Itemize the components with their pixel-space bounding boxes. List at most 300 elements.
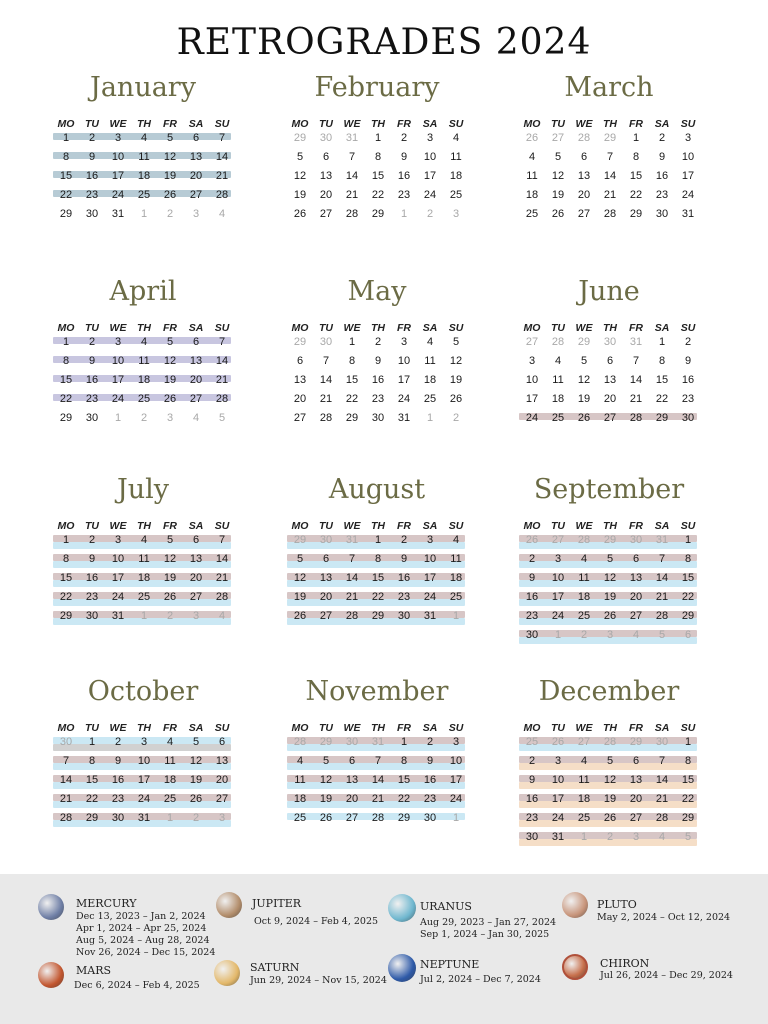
day-cell: 25 xyxy=(551,412,565,424)
weekday-label: FR xyxy=(163,520,177,532)
weekday-label: SA xyxy=(654,722,670,734)
legend-date: Jun 29, 2024 – Nov 15, 2024 xyxy=(250,975,387,986)
day-cell: 2 xyxy=(528,553,536,565)
day-cell: 27 xyxy=(345,812,359,824)
weekday-header xyxy=(287,722,467,734)
day-cell: 31 xyxy=(655,534,669,546)
day-cell: 11 xyxy=(164,755,176,767)
mercury-icon xyxy=(38,894,64,920)
day-cell: 6 xyxy=(192,336,200,348)
month-february xyxy=(287,72,467,242)
day-cell: 14 xyxy=(629,374,643,386)
day-cell: 30 xyxy=(423,812,437,824)
weekday-label: TU xyxy=(319,322,333,334)
day-cell: 15 xyxy=(59,572,73,584)
day-cell: 2 xyxy=(580,629,588,641)
month-name: July xyxy=(116,474,170,505)
day-cell: 17 xyxy=(551,793,565,805)
day-cell: 23 xyxy=(397,189,411,201)
day-cell: 3 xyxy=(452,736,460,748)
page-title: RETROGRADES 2024 xyxy=(176,22,592,63)
legend-date: Oct 9, 2024 – Feb 4, 2025 xyxy=(254,916,379,927)
weekday-label: TU xyxy=(85,322,99,334)
day-cell: 2 xyxy=(166,610,174,622)
neptune-icon xyxy=(388,954,416,982)
day-cells xyxy=(519,336,699,466)
weekday-label: SA xyxy=(422,520,438,532)
day-cell: 2 xyxy=(400,132,408,144)
weekday-label: SA xyxy=(654,118,670,130)
legend-date: Dec 6, 2024 – Feb 4, 2025 xyxy=(74,980,200,991)
day-cell: 30 xyxy=(111,812,125,824)
day-cell: 2 xyxy=(658,132,666,144)
legend-date: Dec 13, 2023 – Jan 2, 2024 xyxy=(76,911,206,922)
day-cell: 30 xyxy=(319,132,333,144)
day-cell: 17 xyxy=(137,774,151,786)
day-cell: 10 xyxy=(551,774,565,786)
weekday-label: SU xyxy=(680,722,696,734)
day-cell: 25 xyxy=(163,793,177,805)
day-cell: 6 xyxy=(606,355,614,367)
day-cell: 11 xyxy=(526,170,538,182)
day-cell: 4 xyxy=(554,355,562,367)
weekday-header xyxy=(519,322,699,334)
day-cell: 13 xyxy=(189,151,203,163)
day-cell: 2 xyxy=(426,736,434,748)
day-cell: 28 xyxy=(293,736,307,748)
legend xyxy=(0,874,768,1024)
month-name: October xyxy=(87,676,199,707)
day-cell: 29 xyxy=(59,208,73,220)
day-cell: 10 xyxy=(137,755,151,767)
day-cell: 20 xyxy=(189,572,203,584)
day-cell: 29 xyxy=(85,812,99,824)
day-cell: 1 xyxy=(400,208,408,220)
day-cell: 8 xyxy=(400,755,408,767)
day-cell: 29 xyxy=(681,812,695,824)
weekday-label: FR xyxy=(163,722,177,734)
day-cell: 23 xyxy=(371,393,385,405)
day-cell: 30 xyxy=(85,208,99,220)
day-cell: 5 xyxy=(166,534,174,546)
legend-name: SATURN xyxy=(250,961,300,974)
day-cell: 6 xyxy=(632,755,640,767)
day-cell: 3 xyxy=(684,132,692,144)
month-name: August xyxy=(328,474,426,505)
day-cell: 24 xyxy=(449,793,463,805)
day-cell: 1 xyxy=(684,736,692,748)
day-cell: 1 xyxy=(658,336,666,348)
day-cell: 31 xyxy=(629,336,643,348)
day-cell: 3 xyxy=(140,736,148,748)
day-cell: 10 xyxy=(525,374,539,386)
day-cell: 14 xyxy=(215,355,229,367)
day-cell: 29 xyxy=(371,208,385,220)
weekday-label: TH xyxy=(603,722,617,734)
month-name: February xyxy=(314,72,440,103)
day-cell: 3 xyxy=(606,629,614,641)
day-cell: 17 xyxy=(525,393,539,405)
weekday-label: MO xyxy=(57,722,75,734)
weekday-label: FR xyxy=(397,520,411,532)
day-cell: 13 xyxy=(629,774,643,786)
day-cell: 19 xyxy=(293,189,307,201)
weekday-label: TU xyxy=(319,118,333,130)
day-cells xyxy=(53,336,233,466)
day-cell: 14 xyxy=(655,774,669,786)
legend-date: Sep 1, 2024 – Jan 30, 2025 xyxy=(420,929,550,940)
day-cell: 26 xyxy=(163,591,177,603)
weekday-label: TU xyxy=(551,322,565,334)
weekday-label: TH xyxy=(137,520,151,532)
day-cell: 11 xyxy=(294,774,306,786)
weekday-header xyxy=(287,322,467,334)
weekday-label: FR xyxy=(163,118,177,130)
day-cell: 30 xyxy=(655,208,669,220)
day-cell: 31 xyxy=(111,610,125,622)
day-cell: 2 xyxy=(140,412,148,424)
day-cell: 7 xyxy=(218,132,226,144)
day-cell: 18 xyxy=(551,393,565,405)
day-cell: 8 xyxy=(684,553,692,565)
day-cell: 3 xyxy=(114,336,122,348)
month-august xyxy=(287,474,467,644)
weekday-header xyxy=(519,722,699,734)
day-cell: 15 xyxy=(85,774,99,786)
day-cell: 21 xyxy=(59,793,73,805)
day-cell: 12 xyxy=(163,355,177,367)
weekday-label: TU xyxy=(551,722,565,734)
day-cell: 3 xyxy=(426,132,434,144)
day-cell: 29 xyxy=(293,132,307,144)
day-cell: 20 xyxy=(215,774,229,786)
day-cell: 31 xyxy=(423,610,437,622)
weekday-label: TU xyxy=(319,520,333,532)
day-cell: 4 xyxy=(218,208,226,220)
day-cell: 27 xyxy=(629,610,643,622)
day-cell: 29 xyxy=(603,132,617,144)
weekday-header xyxy=(53,722,233,734)
day-cell: 7 xyxy=(348,553,356,565)
day-cell: 14 xyxy=(603,170,617,182)
day-cell: 4 xyxy=(580,755,588,767)
day-cell: 14 xyxy=(655,572,669,584)
day-cell: 15 xyxy=(655,374,669,386)
weekday-label: SU xyxy=(680,118,696,130)
day-cell: 5 xyxy=(658,629,666,641)
weekday-label: SU xyxy=(214,520,230,532)
day-cells xyxy=(287,132,467,262)
weekday-label: WE xyxy=(109,722,127,734)
day-cell: 22 xyxy=(59,189,73,201)
day-cell: 22 xyxy=(345,393,359,405)
day-cell: 3 xyxy=(400,336,408,348)
day-cell: 1 xyxy=(374,132,382,144)
day-cell: 13 xyxy=(319,572,333,584)
day-cell: 12 xyxy=(319,774,333,786)
day-cell: 26 xyxy=(319,812,333,824)
day-cell: 4 xyxy=(528,151,536,163)
weekday-label: WE xyxy=(575,118,593,130)
day-cell: 28 xyxy=(603,736,617,748)
day-cell: 23 xyxy=(85,591,99,603)
weekday-header xyxy=(519,520,699,532)
weekday-header xyxy=(53,322,233,334)
day-cell: 4 xyxy=(632,629,640,641)
day-cell: 28 xyxy=(215,189,229,201)
day-cell: 16 xyxy=(85,374,99,386)
weekday-label: WE xyxy=(109,322,127,334)
day-cell: 11 xyxy=(424,355,436,367)
day-cell: 22 xyxy=(371,591,385,603)
day-cell: 24 xyxy=(681,189,695,201)
day-cell: 1 xyxy=(348,336,356,348)
day-cell: 9 xyxy=(88,151,96,163)
day-cell: 22 xyxy=(681,793,695,805)
day-cell: 28 xyxy=(655,610,669,622)
day-cell: 8 xyxy=(684,755,692,767)
day-cell: 22 xyxy=(85,793,99,805)
day-cell: 3 xyxy=(528,355,536,367)
day-cell: 9 xyxy=(400,151,408,163)
day-cell: 5 xyxy=(322,755,330,767)
day-cell: 13 xyxy=(345,774,359,786)
day-cell: 21 xyxy=(655,793,669,805)
day-cells xyxy=(519,534,699,664)
day-cell: 3 xyxy=(114,132,122,144)
day-cell: 3 xyxy=(218,812,226,824)
day-cell: 28 xyxy=(345,208,359,220)
day-cell: 25 xyxy=(137,591,151,603)
day-cell: 28 xyxy=(215,591,229,603)
day-cell: 1 xyxy=(166,812,174,824)
day-cell: 6 xyxy=(322,151,330,163)
day-cell: 7 xyxy=(218,336,226,348)
day-cell: 27 xyxy=(319,208,333,220)
day-cell: 23 xyxy=(423,793,437,805)
day-cell: 1 xyxy=(62,336,70,348)
day-cell: 26 xyxy=(577,412,591,424)
day-cell: 4 xyxy=(452,534,460,546)
day-cell: 4 xyxy=(192,412,200,424)
day-cell: 2 xyxy=(606,831,614,843)
legend-name: MERCURY xyxy=(76,897,137,910)
day-cell: 14 xyxy=(345,572,359,584)
day-cell: 22 xyxy=(59,393,73,405)
day-cell: 2 xyxy=(88,132,96,144)
mars-icon xyxy=(38,962,64,988)
weekday-label: TH xyxy=(371,722,385,734)
day-cell: 2 xyxy=(88,534,96,546)
day-cell: 29 xyxy=(629,208,643,220)
day-cell: 9 xyxy=(400,553,408,565)
day-cell: 27 xyxy=(215,793,229,805)
day-cell: 27 xyxy=(189,591,203,603)
day-cell: 18 xyxy=(449,572,463,584)
jupiter-icon xyxy=(216,892,242,918)
day-cells xyxy=(53,534,233,664)
day-cells xyxy=(53,132,233,262)
weekday-label: SU xyxy=(448,520,464,532)
day-cell: 4 xyxy=(218,610,226,622)
day-cell: 1 xyxy=(632,132,640,144)
weekday-label: MO xyxy=(523,520,541,532)
day-cell: 2 xyxy=(426,208,434,220)
weekday-label: SU xyxy=(214,722,230,734)
day-cell: 7 xyxy=(348,151,356,163)
day-cell: 16 xyxy=(525,793,539,805)
day-cell: 30 xyxy=(345,736,359,748)
day-cell: 1 xyxy=(140,208,148,220)
weekday-label: MO xyxy=(523,118,541,130)
day-cell: 19 xyxy=(163,572,177,584)
day-cell: 1 xyxy=(140,610,148,622)
month-december xyxy=(519,676,699,846)
day-cell: 2 xyxy=(88,336,96,348)
day-cell: 10 xyxy=(449,755,463,767)
weekday-label: MO xyxy=(523,722,541,734)
day-cell: 1 xyxy=(684,534,692,546)
weekday-label: FR xyxy=(629,322,643,334)
weekday-label: SA xyxy=(188,722,204,734)
weekday-label: TH xyxy=(137,322,151,334)
day-cell: 30 xyxy=(85,610,99,622)
day-cell: 9 xyxy=(114,755,122,767)
day-cell: 8 xyxy=(658,355,666,367)
weekday-label: MO xyxy=(57,322,75,334)
day-cell: 2 xyxy=(114,736,122,748)
weekday-label: FR xyxy=(629,118,643,130)
day-cell: 25 xyxy=(293,812,307,824)
day-cell: 31 xyxy=(371,736,385,748)
day-cell: 4 xyxy=(658,831,666,843)
weekday-label: MO xyxy=(523,322,541,334)
day-cell: 27 xyxy=(189,189,203,201)
day-cell: 12 xyxy=(603,774,617,786)
day-cell: 20 xyxy=(293,393,307,405)
day-cell: 22 xyxy=(397,793,411,805)
day-cell: 5 xyxy=(166,132,174,144)
day-cell: 1 xyxy=(554,629,562,641)
day-cell: 5 xyxy=(684,831,692,843)
day-cell: 28 xyxy=(319,412,333,424)
weekday-label: FR xyxy=(397,118,411,130)
day-cell: 26 xyxy=(603,812,617,824)
day-cell: 27 xyxy=(189,393,203,405)
day-cell: 30 xyxy=(603,336,617,348)
day-cell: 18 xyxy=(423,374,437,386)
day-cell: 2 xyxy=(166,208,174,220)
day-cell: 14 xyxy=(371,774,385,786)
day-cell: 8 xyxy=(348,355,356,367)
weekday-label: TH xyxy=(371,322,385,334)
day-cell: 10 xyxy=(423,553,437,565)
day-cell: 29 xyxy=(629,736,643,748)
day-cell: 1 xyxy=(62,132,70,144)
month-name: April xyxy=(109,276,177,307)
day-cell: 26 xyxy=(163,393,177,405)
day-cell: 6 xyxy=(684,629,692,641)
weekday-label: WE xyxy=(575,722,593,734)
day-cell: 28 xyxy=(577,534,591,546)
day-cell: 14 xyxy=(345,170,359,182)
day-cell: 5 xyxy=(580,355,588,367)
day-cell: 26 xyxy=(293,610,307,622)
day-cell: 30 xyxy=(397,610,411,622)
day-cell: 10 xyxy=(111,553,125,565)
day-cell: 18 xyxy=(577,793,591,805)
day-cell: 31 xyxy=(681,208,695,220)
day-cell: 11 xyxy=(552,374,564,386)
day-cell: 21 xyxy=(603,189,617,201)
weekday-label: TH xyxy=(137,118,151,130)
day-cell: 31 xyxy=(345,132,359,144)
day-cell: 21 xyxy=(655,591,669,603)
day-cells xyxy=(287,336,467,466)
day-cell: 8 xyxy=(88,755,96,767)
day-cell: 11 xyxy=(450,151,462,163)
month-january xyxy=(53,72,233,242)
day-cell: 23 xyxy=(525,610,539,622)
day-cell: 1 xyxy=(400,736,408,748)
legend-name: NEPTUNE xyxy=(420,958,480,971)
day-cell: 8 xyxy=(62,151,70,163)
day-cell: 24 xyxy=(423,189,437,201)
day-cell: 21 xyxy=(629,393,643,405)
weekday-label: TU xyxy=(319,722,333,734)
day-cell: 1 xyxy=(374,534,382,546)
day-cell: 10 xyxy=(423,151,437,163)
chiron-icon xyxy=(562,954,588,980)
day-cell: 11 xyxy=(138,151,150,163)
day-cell: 30 xyxy=(85,412,99,424)
day-cell: 19 xyxy=(577,393,591,405)
day-cell: 20 xyxy=(345,793,359,805)
day-cell: 27 xyxy=(293,412,307,424)
month-name: December xyxy=(538,676,680,707)
day-cell: 5 xyxy=(296,553,304,565)
day-cell: 1 xyxy=(62,534,70,546)
legend-date: Aug 29, 2023 – Jan 27, 2024 xyxy=(420,917,557,928)
month-name: May xyxy=(347,276,407,307)
day-cell: 30 xyxy=(319,336,333,348)
day-cell: 2 xyxy=(192,812,200,824)
day-cell: 9 xyxy=(426,755,434,767)
day-cell: 25 xyxy=(525,736,539,748)
day-cell: 19 xyxy=(603,591,617,603)
day-cell: 17 xyxy=(423,170,437,182)
month-name: June xyxy=(578,276,640,307)
day-cell: 1 xyxy=(88,736,96,748)
month-name: September xyxy=(533,474,685,505)
day-cell: 25 xyxy=(137,189,151,201)
weekday-label: TH xyxy=(137,722,151,734)
day-cell: 27 xyxy=(525,336,539,348)
day-cell: 28 xyxy=(371,812,385,824)
month-name: January xyxy=(90,72,196,103)
day-cell: 12 xyxy=(163,553,177,565)
day-cell: 2 xyxy=(684,336,692,348)
day-cell: 8 xyxy=(374,151,382,163)
day-cell: 28 xyxy=(629,412,643,424)
day-cell: 3 xyxy=(554,755,562,767)
day-cell: 29 xyxy=(345,412,359,424)
day-cell: 9 xyxy=(88,553,96,565)
weekday-label: TH xyxy=(371,118,385,130)
day-cell: 21 xyxy=(215,572,229,584)
day-cell: 19 xyxy=(603,793,617,805)
day-cell: 5 xyxy=(192,736,200,748)
